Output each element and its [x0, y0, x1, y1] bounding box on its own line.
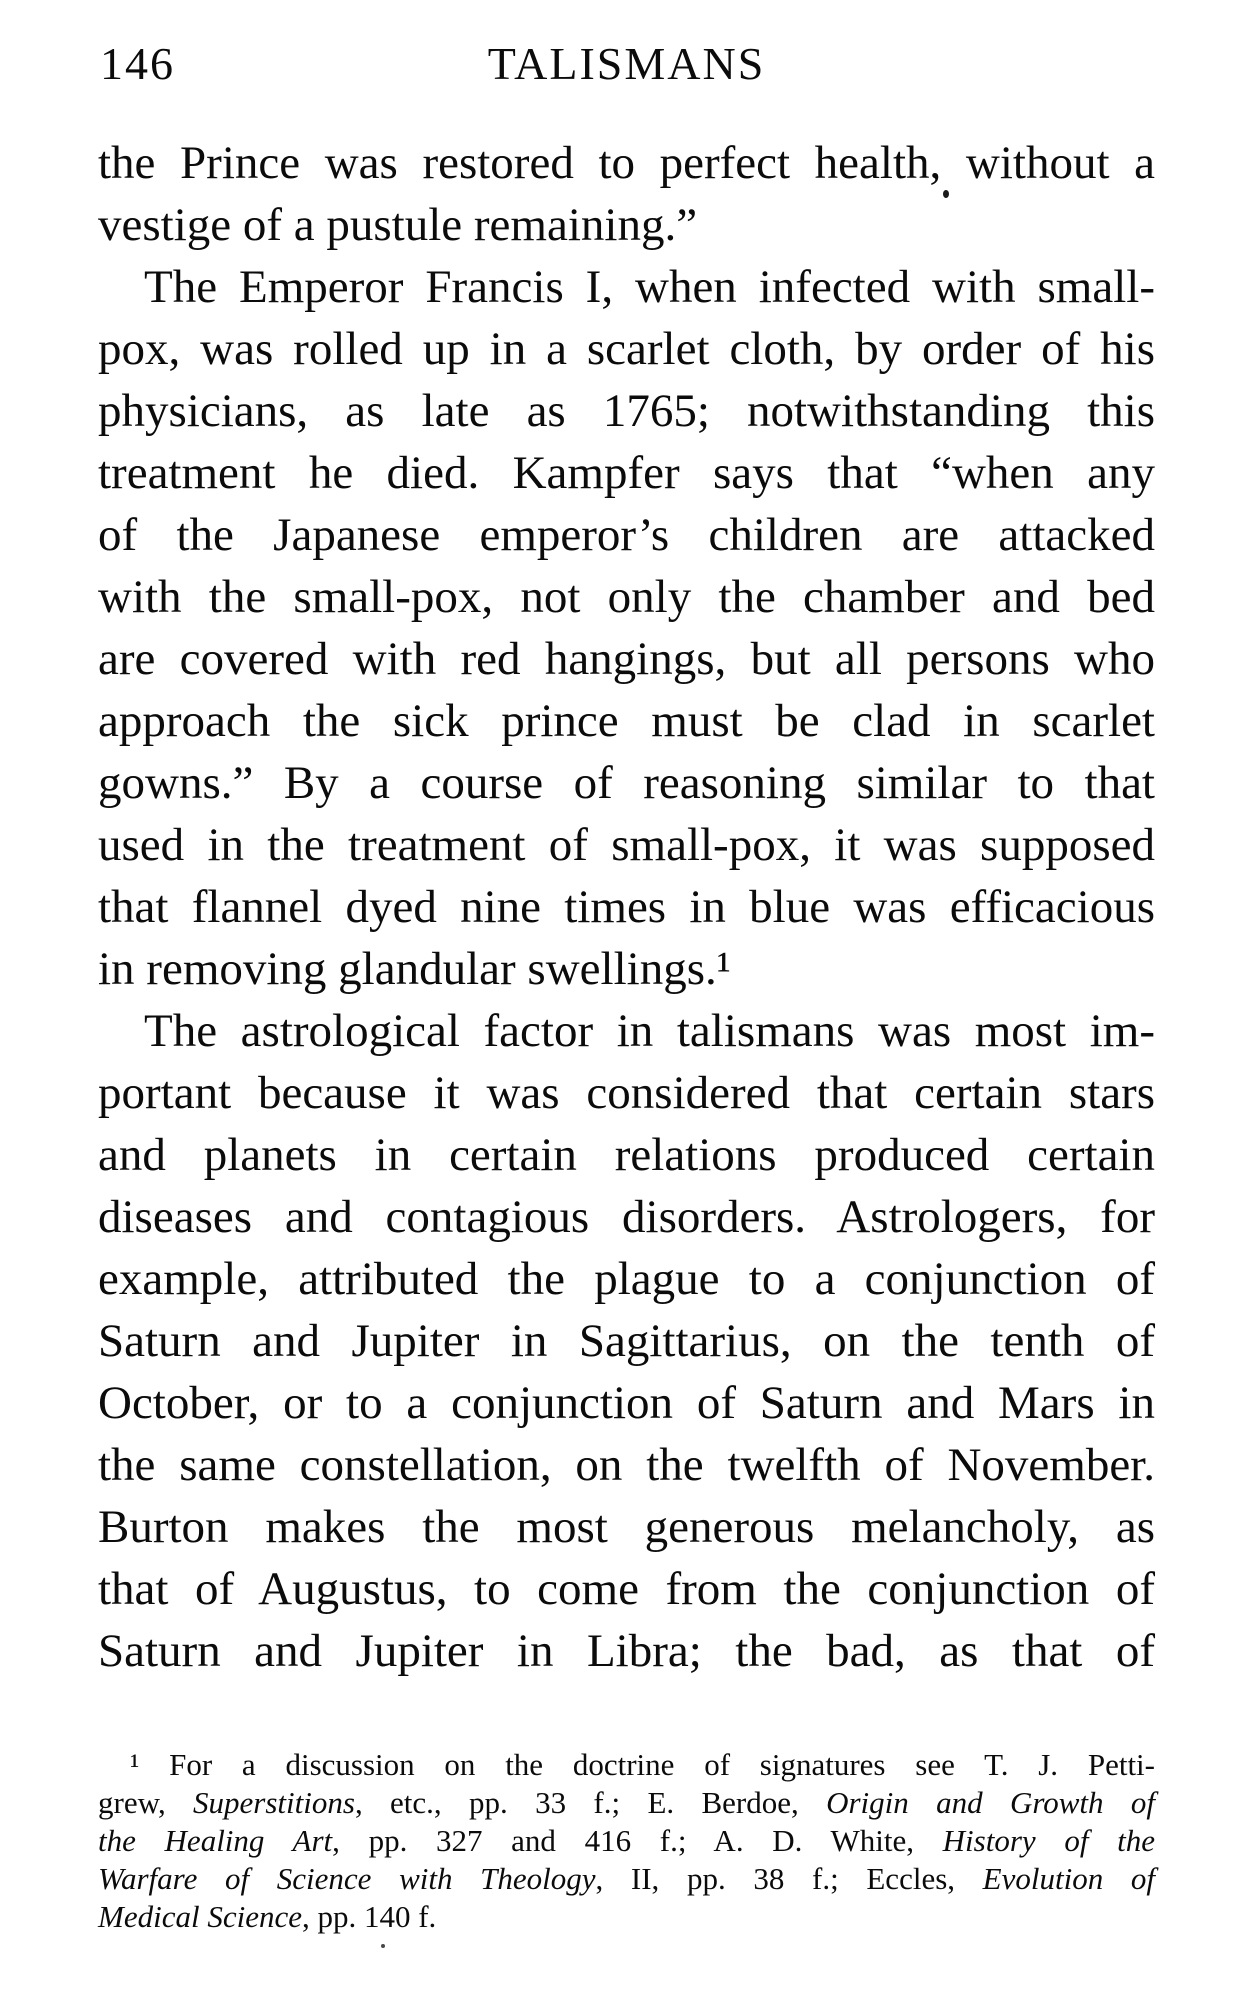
text-line: that flannel dyed nine times in blue was efficacious	[98, 881, 1155, 933]
cited-title: History of the	[942, 1823, 1156, 1858]
cited-title: the Healing Art	[98, 1823, 333, 1858]
body-text	[98, 132, 1155, 1682]
footnote-line	[98, 1746, 1155, 1784]
footnote	[98, 1746, 1155, 1936]
page-number: 146	[100, 38, 175, 89]
text-line: October, or to a conjunction of Saturn and Mars in	[98, 1377, 1155, 1429]
footnote-line	[98, 1860, 1155, 1898]
text-line: diseases and contagious disorders. Astrologers, for	[98, 1191, 1155, 1243]
text-line: approach the sick prince must be clad in scarlet	[98, 695, 1155, 747]
footnote-text: ¹ For a discussion on the doctrine of signatures see T. J. Petti-	[130, 1747, 1155, 1782]
text-line: and planets in certain relations produced certain	[98, 1129, 1155, 1181]
text-line: are covered with red hangings, but all persons who	[98, 633, 1155, 685]
text-line: Saturn and Jupiter in Libra; the bad, as that of	[98, 1625, 1155, 1677]
paragraph-astrological-factor	[98, 1000, 1155, 1682]
paragraph-emperor-francis	[98, 256, 1155, 1000]
text-line: the Prince was restored to perfect health, without a	[98, 137, 1155, 189]
footnote-text: grew,	[98, 1785, 194, 1820]
text-line: vestige of a pustule remaining.”	[98, 199, 698, 251]
text-line: gowns.” By a course of reasoning similar to that	[98, 757, 1155, 809]
text-line: portant because it was considered that certain stars	[98, 1067, 1155, 1119]
cited-title: Evolution of	[982, 1861, 1155, 1896]
text-line: Burton makes the most generous melancholy, as	[98, 1501, 1155, 1553]
text-line: The Emperor Francis I, when infected with small-	[144, 261, 1155, 313]
footnote-text: , pp. 327 and 416 f.; A. D. White,	[332, 1823, 943, 1858]
text-line: the same constellation, on the twelfth of November.	[98, 1439, 1155, 1491]
footnote-line	[98, 1784, 1155, 1822]
footnote-line	[98, 1898, 1155, 1936]
cited-title: Warfare of Science with Theology	[98, 1861, 596, 1896]
paragraph-prince-health	[98, 132, 1155, 256]
running-head: TALISMANS	[487, 38, 766, 89]
footnote-line	[98, 1822, 1155, 1860]
text-line: with the small-pox, not only the chamber and bed	[98, 571, 1155, 623]
text-line: used in the treatment of small-pox, it was supposed	[98, 819, 1155, 871]
page-header	[98, 40, 1155, 92]
text-line: Saturn and Jupiter in Sagittarius, on the tenth of	[98, 1315, 1155, 1367]
scan-speck	[943, 190, 949, 198]
cited-title: Superstitions	[193, 1785, 355, 1820]
footnote-text: , pp. 140 f.	[301, 1899, 437, 1934]
text-line: of the Japanese emperor’s children are attacked	[98, 509, 1155, 561]
scan-speck	[381, 1944, 385, 1948]
cited-title: Origin and Growth of	[826, 1785, 1155, 1820]
footnote-text: , etc., pp. 33 f.; E. Berdoe,	[354, 1785, 827, 1820]
text-line: physicians, as late as 1765; notwithstanding this	[98, 385, 1155, 437]
text-line: in removing glandular swellings.¹	[98, 943, 731, 995]
text-line: example, attributed the plague to a conjunction of	[98, 1253, 1155, 1305]
text-line: The astrological factor in talismans was most im-	[144, 1005, 1155, 1057]
text-line: pox, was rolled up in a scarlet cloth, by order of his	[98, 323, 1155, 375]
cited-title: Medical Science	[98, 1899, 302, 1934]
text-line: treatment he died. Kampfer says that “when any	[98, 447, 1155, 499]
text-line: that of Augustus, to come from the conjunction of	[98, 1563, 1155, 1615]
footnote-text: , II, pp. 38 f.; Eccles,	[595, 1861, 983, 1896]
